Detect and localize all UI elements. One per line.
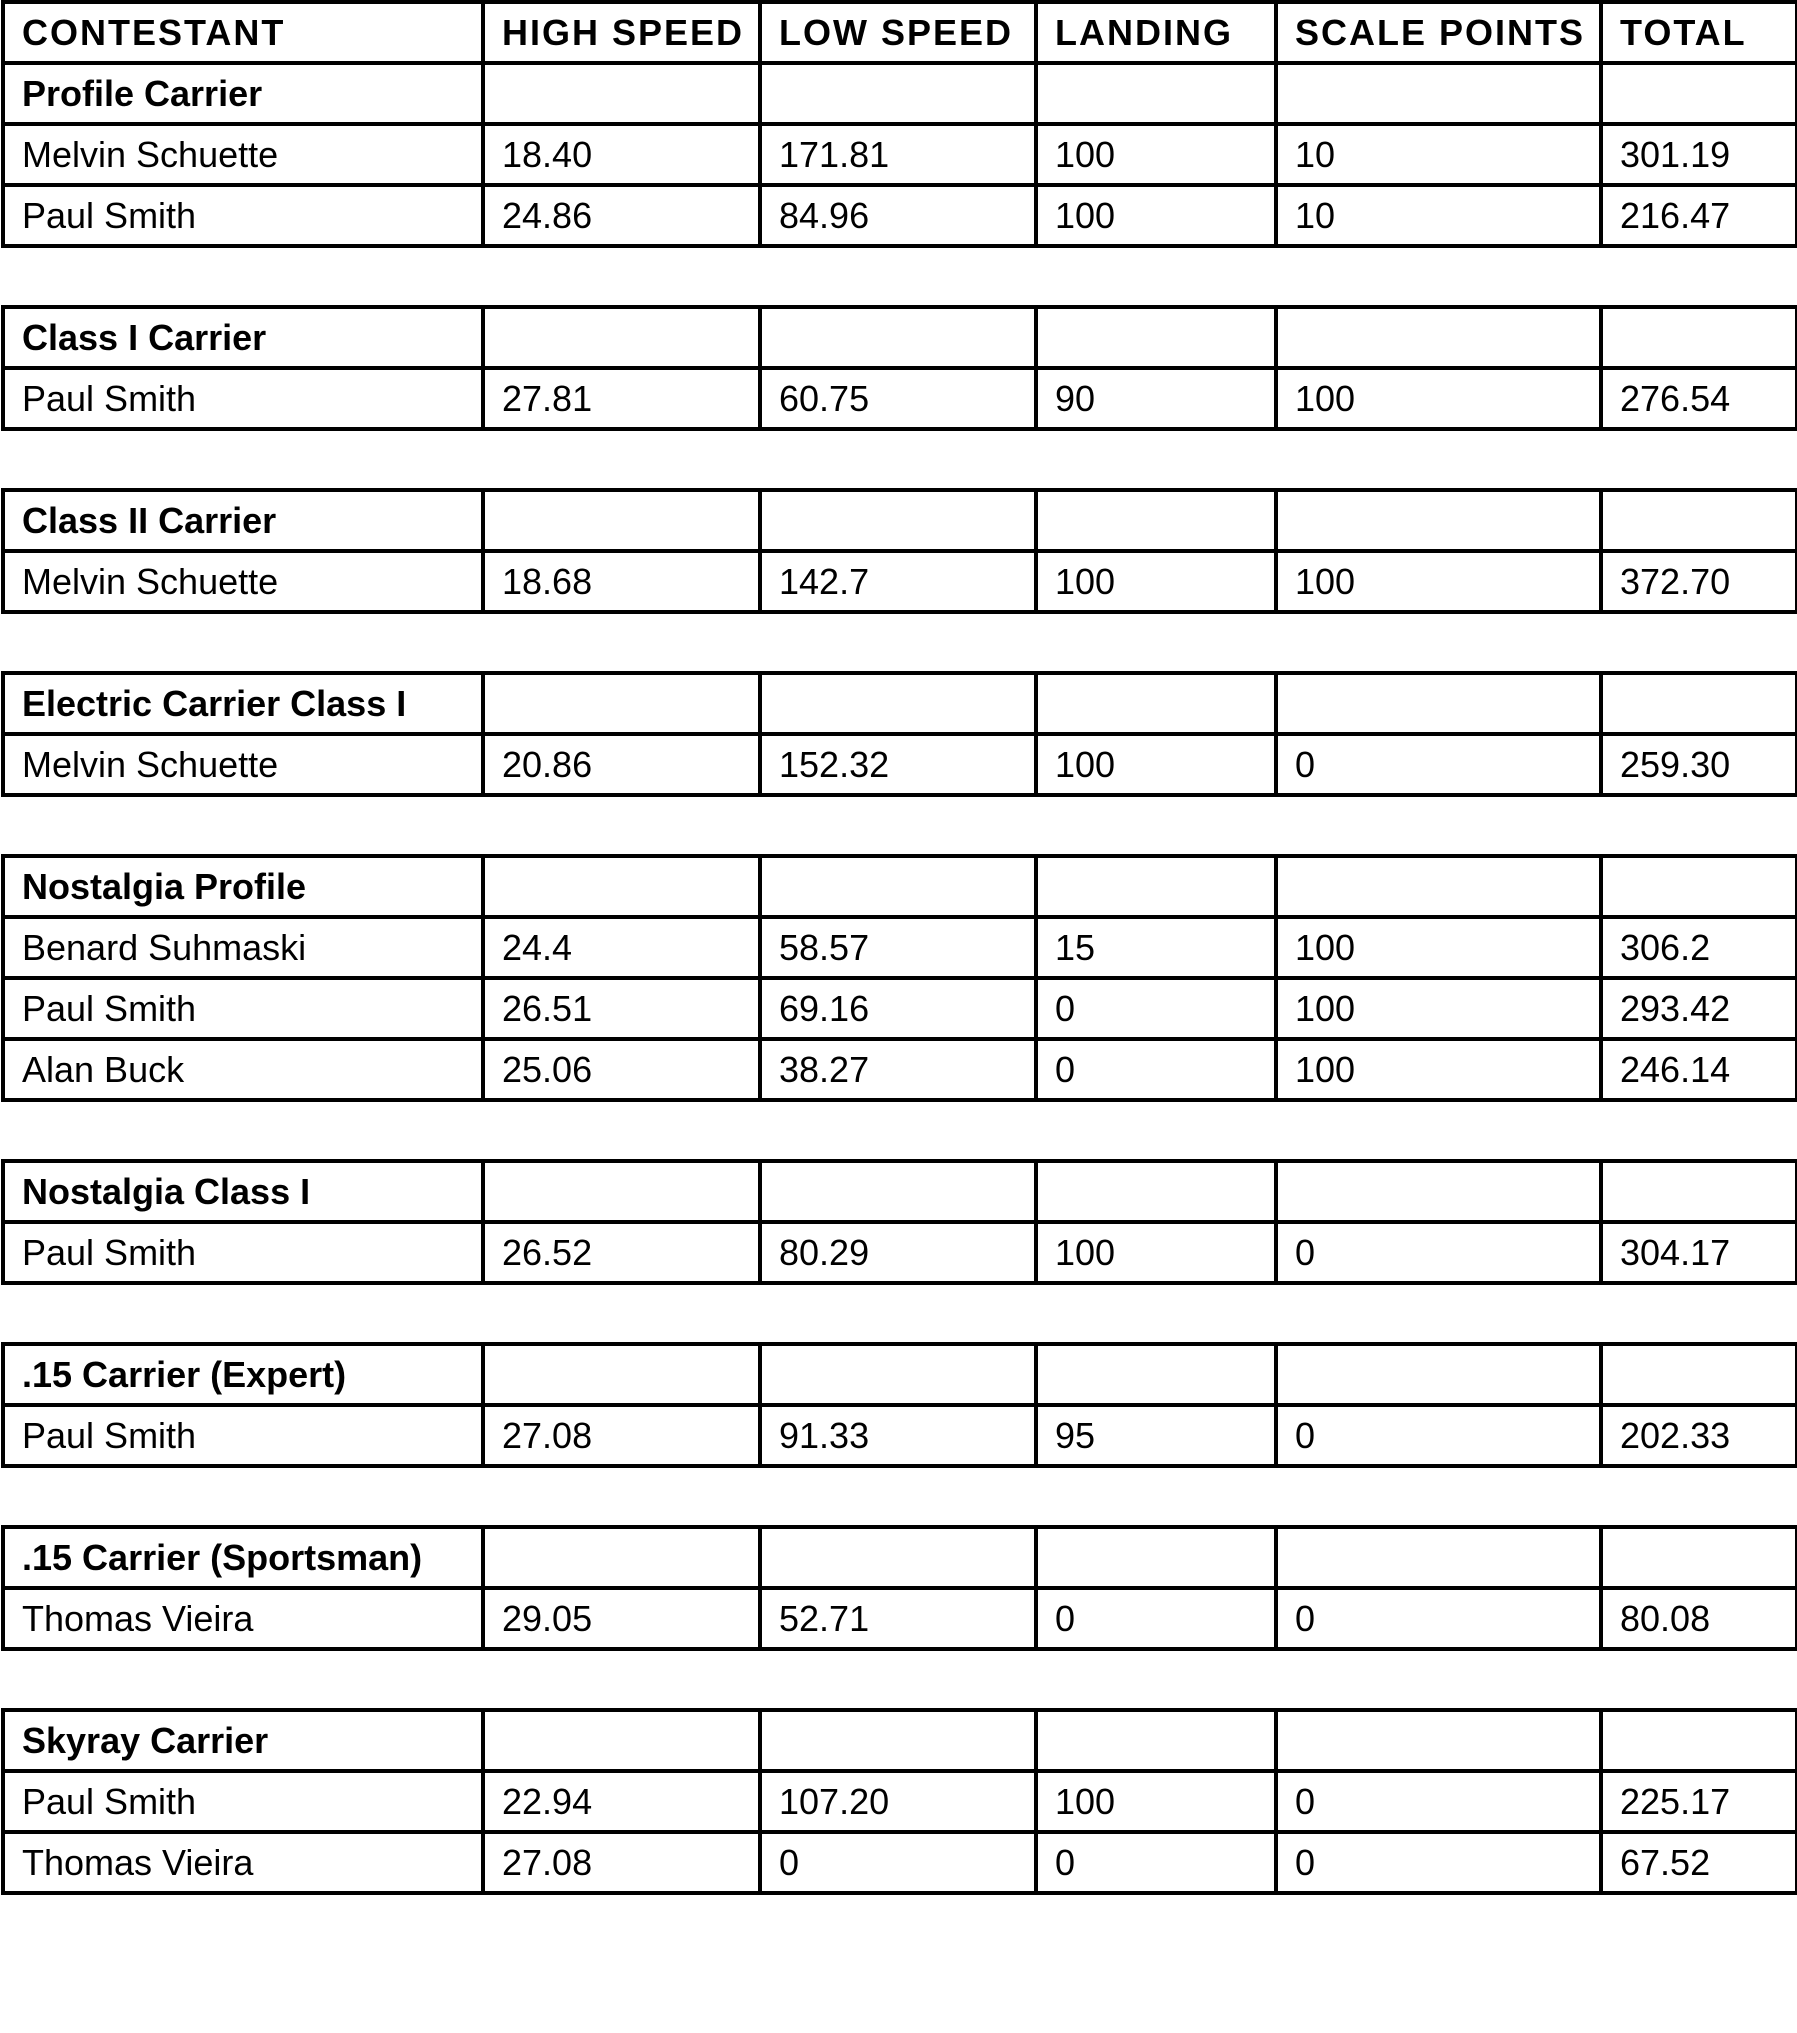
result-row <box>3 978 1797 1039</box>
class-table <box>1 854 1797 1102</box>
cell-contestant: Paul Smith <box>3 1771 483 1832</box>
cell-low-speed: 60.75 <box>760 368 1036 429</box>
class-name: Class I Carrier <box>3 307 483 368</box>
cell-total: 293.42 <box>1601 978 1797 1039</box>
cell-low-speed: 69.16 <box>760 978 1036 1039</box>
cell-high-speed: 18.68 <box>483 551 760 612</box>
result-row <box>3 734 1797 795</box>
class-name: .15 Carrier (Expert) <box>3 1344 483 1405</box>
cell-high-speed: 18.40 <box>483 124 760 185</box>
cell-contestant: Thomas Vieira <box>3 1832 483 1893</box>
class-table <box>1 0 1797 248</box>
cell-landing: 0 <box>1036 1039 1276 1100</box>
cell-low-speed: 84.96 <box>760 185 1036 246</box>
cell-high-speed: 26.51 <box>483 978 760 1039</box>
cell-contestant: Paul Smith <box>3 1222 483 1283</box>
class-title-row <box>3 1527 1797 1588</box>
empty-cell <box>760 1527 1036 1588</box>
empty-cell <box>483 1527 760 1588</box>
cell-contestant: Melvin Schuette <box>3 734 483 795</box>
empty-cell <box>1601 856 1797 917</box>
table-spacer <box>0 248 1797 305</box>
result-row <box>3 1405 1797 1466</box>
cell-total: 80.08 <box>1601 1588 1797 1649</box>
cell-low-speed: 152.32 <box>760 734 1036 795</box>
result-row <box>3 551 1797 612</box>
class-title-row <box>3 1161 1797 1222</box>
cell-contestant: Benard Suhmaski <box>3 917 483 978</box>
empty-cell <box>760 63 1036 124</box>
header-low-speed: LOW SPEED <box>760 2 1036 63</box>
table-spacer <box>0 1102 1797 1159</box>
cell-contestant: Paul Smith <box>3 1405 483 1466</box>
empty-cell <box>483 1710 760 1771</box>
cell-landing: 100 <box>1036 1222 1276 1283</box>
empty-cell <box>1036 1710 1276 1771</box>
cell-contestant: Thomas Vieira <box>3 1588 483 1649</box>
table-spacer <box>0 1651 1797 1708</box>
cell-scale-points: 10 <box>1276 124 1601 185</box>
result-row <box>3 124 1797 185</box>
header-landing: LANDING <box>1036 2 1276 63</box>
cell-landing: 95 <box>1036 1405 1276 1466</box>
cell-high-speed: 27.08 <box>483 1405 760 1466</box>
table-spacer <box>0 431 1797 488</box>
cell-total: 301.19 <box>1601 124 1797 185</box>
cell-scale-points: 0 <box>1276 1222 1601 1283</box>
cell-low-speed: 142.7 <box>760 551 1036 612</box>
cell-landing: 100 <box>1036 734 1276 795</box>
cell-total: 246.14 <box>1601 1039 1797 1100</box>
result-row <box>3 1039 1797 1100</box>
empty-cell <box>1276 673 1601 734</box>
class-table <box>1 305 1797 431</box>
empty-cell <box>483 307 760 368</box>
cell-scale-points: 100 <box>1276 1039 1601 1100</box>
cell-landing: 0 <box>1036 1588 1276 1649</box>
cell-high-speed: 20.86 <box>483 734 760 795</box>
result-row <box>3 1588 1797 1649</box>
class-title-row <box>3 307 1797 368</box>
cell-low-speed: 80.29 <box>760 1222 1036 1283</box>
class-name: .15 Carrier (Sportsman) <box>3 1527 483 1588</box>
cell-landing: 15 <box>1036 917 1276 978</box>
result-row <box>3 1832 1797 1893</box>
result-row <box>3 917 1797 978</box>
table-spacer <box>0 614 1797 671</box>
header-contestant: CONTESTANT <box>3 2 483 63</box>
cell-total: 306.2 <box>1601 917 1797 978</box>
cell-contestant: Paul Smith <box>3 978 483 1039</box>
cell-low-speed: 0 <box>760 1832 1036 1893</box>
cell-scale-points: 100 <box>1276 551 1601 612</box>
empty-cell <box>760 1161 1036 1222</box>
cell-scale-points: 100 <box>1276 368 1601 429</box>
table-spacer <box>0 1468 1797 1525</box>
empty-cell <box>1276 490 1601 551</box>
cell-high-speed: 27.81 <box>483 368 760 429</box>
cell-high-speed: 29.05 <box>483 1588 760 1649</box>
cell-scale-points: 100 <box>1276 978 1601 1039</box>
cell-contestant: Alan Buck <box>3 1039 483 1100</box>
cell-high-speed: 26.52 <box>483 1222 760 1283</box>
cell-low-speed: 107.20 <box>760 1771 1036 1832</box>
empty-cell <box>1601 490 1797 551</box>
class-title-row <box>3 856 1797 917</box>
cell-total: 304.17 <box>1601 1222 1797 1283</box>
cell-total: 202.33 <box>1601 1405 1797 1466</box>
class-name: Electric Carrier Class I <box>3 673 483 734</box>
class-title-row <box>3 1344 1797 1405</box>
empty-cell <box>1036 856 1276 917</box>
result-row <box>3 368 1797 429</box>
cell-landing: 100 <box>1036 124 1276 185</box>
empty-cell <box>1276 856 1601 917</box>
empty-cell <box>1276 1527 1601 1588</box>
empty-cell <box>1036 1527 1276 1588</box>
class-table <box>1 1708 1797 1895</box>
cell-high-speed: 22.94 <box>483 1771 760 1832</box>
cell-scale-points: 100 <box>1276 917 1601 978</box>
empty-cell <box>483 856 760 917</box>
cell-landing: 100 <box>1036 551 1276 612</box>
result-row <box>3 1771 1797 1832</box>
table-spacer <box>0 1285 1797 1342</box>
empty-cell <box>1601 673 1797 734</box>
empty-cell <box>1036 673 1276 734</box>
cell-total: 216.47 <box>1601 185 1797 246</box>
empty-cell <box>483 490 760 551</box>
empty-cell <box>1276 63 1601 124</box>
class-name: Class II Carrier <box>3 490 483 551</box>
cell-low-speed: 38.27 <box>760 1039 1036 1100</box>
class-table <box>1 488 1797 614</box>
empty-cell <box>1036 63 1276 124</box>
empty-cell <box>760 1344 1036 1405</box>
class-table <box>1 1159 1797 1285</box>
class-title-row <box>3 63 1797 124</box>
empty-cell <box>1036 1161 1276 1222</box>
cell-scale-points: 0 <box>1276 1771 1601 1832</box>
cell-low-speed: 52.71 <box>760 1588 1036 1649</box>
result-row <box>3 1222 1797 1283</box>
header-high-speed: HIGH SPEED <box>483 2 760 63</box>
class-name: Skyray Carrier <box>3 1710 483 1771</box>
cell-landing: 0 <box>1036 1832 1276 1893</box>
cell-high-speed: 27.08 <box>483 1832 760 1893</box>
empty-cell <box>1276 1161 1601 1222</box>
cell-total: 67.52 <box>1601 1832 1797 1893</box>
empty-cell <box>1601 307 1797 368</box>
cell-scale-points: 0 <box>1276 1832 1601 1893</box>
class-table <box>1 1342 1797 1468</box>
empty-cell <box>1276 1710 1601 1771</box>
header-row <box>3 2 1797 63</box>
class-name: Nostalgia Profile <box>3 856 483 917</box>
empty-cell <box>483 1161 760 1222</box>
class-name: Profile Carrier <box>3 63 483 124</box>
cell-contestant: Paul Smith <box>3 185 483 246</box>
empty-cell <box>1601 1527 1797 1588</box>
empty-cell <box>1036 490 1276 551</box>
empty-cell <box>483 63 760 124</box>
class-table <box>1 1525 1797 1651</box>
header-scale-points: SCALE POINTS <box>1276 2 1601 63</box>
cell-low-speed: 58.57 <box>760 917 1036 978</box>
cell-landing: 0 <box>1036 978 1276 1039</box>
empty-cell <box>760 307 1036 368</box>
empty-cell <box>760 673 1036 734</box>
class-name: Nostalgia Class I <box>3 1161 483 1222</box>
result-row <box>3 185 1797 246</box>
empty-cell <box>1601 63 1797 124</box>
cell-high-speed: 24.86 <box>483 185 760 246</box>
cell-total: 259.30 <box>1601 734 1797 795</box>
cell-scale-points: 0 <box>1276 1405 1601 1466</box>
cell-contestant: Melvin Schuette <box>3 124 483 185</box>
empty-cell <box>1036 307 1276 368</box>
empty-cell <box>1276 307 1601 368</box>
empty-cell <box>1601 1344 1797 1405</box>
class-title-row <box>3 1710 1797 1771</box>
cell-total: 372.70 <box>1601 551 1797 612</box>
empty-cell <box>760 490 1036 551</box>
cell-scale-points: 0 <box>1276 1588 1601 1649</box>
cell-contestant: Paul Smith <box>3 368 483 429</box>
empty-cell <box>760 856 1036 917</box>
empty-cell <box>1601 1161 1797 1222</box>
cell-low-speed: 171.81 <box>760 124 1036 185</box>
cell-scale-points: 10 <box>1276 185 1601 246</box>
table-spacer <box>0 797 1797 854</box>
empty-cell <box>1601 1710 1797 1771</box>
empty-cell <box>1036 1344 1276 1405</box>
header-total: TOTAL <box>1601 2 1797 63</box>
cell-total: 276.54 <box>1601 368 1797 429</box>
class-table <box>1 671 1797 797</box>
cell-low-speed: 91.33 <box>760 1405 1036 1466</box>
cell-landing: 100 <box>1036 185 1276 246</box>
class-title-row <box>3 673 1797 734</box>
cell-contestant: Melvin Schuette <box>3 551 483 612</box>
cell-landing: 100 <box>1036 1771 1276 1832</box>
cell-total: 225.17 <box>1601 1771 1797 1832</box>
cell-high-speed: 25.06 <box>483 1039 760 1100</box>
empty-cell <box>1276 1344 1601 1405</box>
empty-cell <box>483 673 760 734</box>
cell-landing: 90 <box>1036 368 1276 429</box>
class-title-row <box>3 490 1797 551</box>
cell-scale-points: 0 <box>1276 734 1601 795</box>
empty-cell <box>760 1710 1036 1771</box>
cell-high-speed: 24.4 <box>483 917 760 978</box>
empty-cell <box>483 1344 760 1405</box>
